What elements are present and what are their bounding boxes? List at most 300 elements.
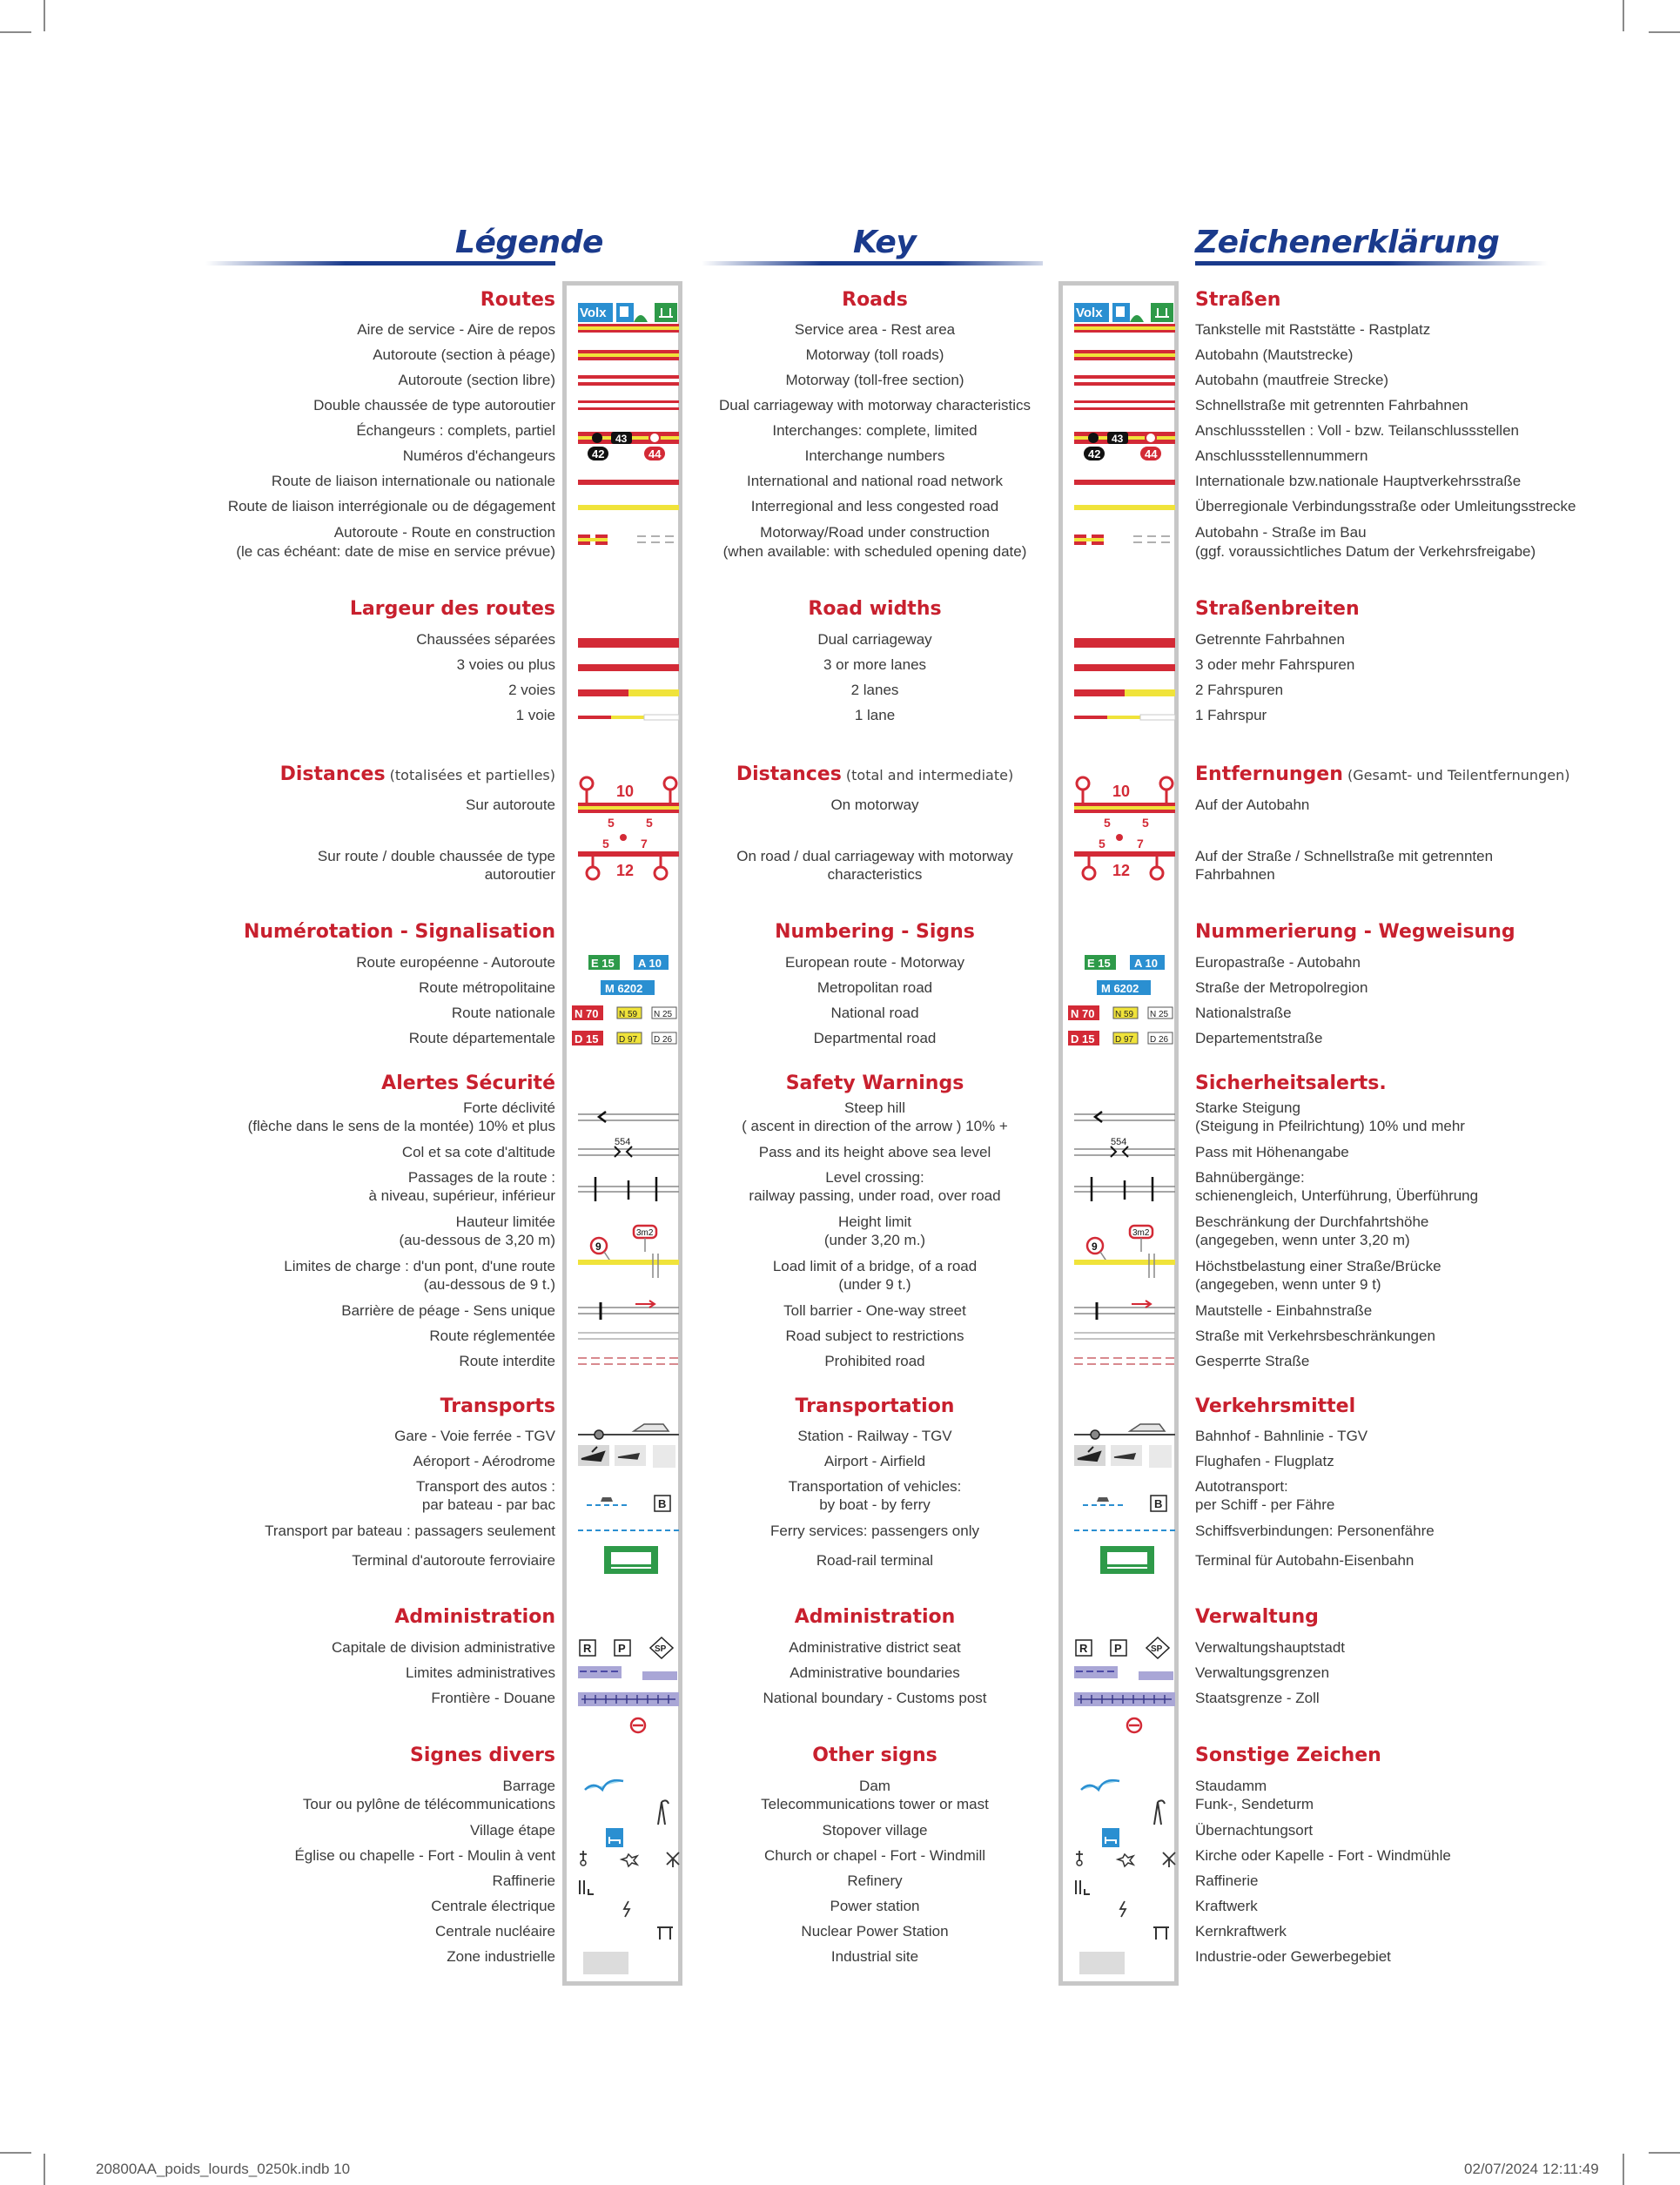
rest-area-icon [1151,303,1173,322]
legend-item-label: Ferry services: passengers only [770,1523,979,1539]
legend-item-label: Autobahn (mautfreie Strecke) [1195,372,1389,388]
international-road-symbol [578,480,679,485]
legend-item-label: (under 3,20 m.) [823,1232,926,1248]
legend-item-label: (under 9 t.) [838,1276,911,1293]
section-heading-distances [280,763,555,785]
construction-road-dashes [1133,536,1170,542]
legend-item-label: Autobahn - Straße im Bau [1195,524,1367,541]
refinery-icon [580,1880,594,1894]
distance-road-dot [1116,834,1123,841]
legend-item-label: Motorway (toll-free section) [785,372,964,388]
width-dual-symbol [1074,638,1175,648]
load-limit-value: 9 [1092,1240,1098,1253]
legend-item-label: Chaussées séparées [416,631,555,648]
airfield-icon-bg-b [1149,1445,1172,1468]
width-1lane-white [1140,715,1175,720]
ferry-b-label: B [658,1497,667,1510]
legend-item-label: Dam [859,1778,890,1794]
interchange-partial-icon [1146,433,1156,443]
distance-total-motorway: 10 [616,783,635,800]
legend-item-label: Verwaltungshauptstadt [1195,1639,1346,1656]
legend-item-label: Load limit of a bridge, of a road [772,1258,978,1274]
legend-item-label: Industrial site [830,1948,919,1965]
legend-item-label: National road [830,1005,919,1021]
distance-part-c: 5 [1099,837,1105,850]
legend-item-label: (when available: with scheduled opening date) [722,543,1027,560]
legend-item-label: (au-dessous de 3,20 m) [399,1232,555,1248]
legend-item-label: Auf der Straße / Schnellstraße mit getrennten [1195,848,1494,864]
interchange-number-a: 42 [592,447,605,461]
legend-item-label: 2 lanes [850,682,899,698]
distance-part-d: 7 [1137,837,1144,850]
admin-p-label: P [618,1642,626,1655]
section-heading-text: Verkehrsmittel [1195,1395,1356,1417]
legend-item-label: Aire de service - Aire de repos [357,321,555,338]
airfield-icon-bg-b [653,1445,675,1468]
legend-item-label: ( ascent in direction of the arrow ) 10% + [742,1118,1008,1134]
tree-icon [634,315,648,322]
legend-item-label: Capitale de division administrative [331,1639,555,1656]
power-station-icon [1120,1901,1126,1917]
width-1lane-yellow [611,716,644,719]
legend-item-label: Numéros d'échangeurs [402,447,555,464]
legend-item-label: Prohibited road [824,1353,925,1369]
title-de: Zeichenerklärung [1195,225,1500,260]
legend-item-label: Toll barrier - One-way street [783,1302,966,1319]
admin-p-label: P [1114,1642,1122,1655]
station-icon [1091,1430,1099,1439]
sign-departmental-c: D 26 [1150,1035,1169,1045]
legend-item-label: per Schiff - per Fähre [1195,1496,1335,1513]
legend-item-label: Interchanges: complete, limited [772,422,978,439]
legend-item-label: Straße der Metropolregion [1195,979,1368,996]
interchange-complete-icon [592,433,602,443]
section-heading-widths [1195,598,1360,620]
distance-marker-head-b [664,777,676,790]
telecom-tower-icon [1154,1800,1165,1825]
legend-item-label: Power station [830,1898,920,1914]
crop-mark [1623,2154,1624,2185]
legend-item-label: 2 voies [508,682,555,698]
admin-sp-label: SP [655,1644,667,1654]
service-road-yellow [578,326,679,330]
width-dual-symbol [578,638,679,648]
load-limit-bridge [1149,1254,1154,1278]
interchange-number-top: 43 [615,433,628,445]
legend-item-label: Interregional and less congested road [750,498,999,514]
sign-departmental: D 15 [575,1032,599,1045]
admin-r-label: R [583,1642,592,1655]
restricted-road-symbol [578,1333,679,1339]
sign-european: E 15 [1087,957,1111,970]
legend-item-label: Barrage [502,1778,555,1794]
legend-item-label: 1 Fahrspur [1195,707,1267,723]
legend-item-label: Staatsgrenze - Zoll [1195,1690,1320,1706]
distance-part-b: 5 [646,816,653,830]
legend-item-label: Passages de la route : [407,1169,555,1186]
level-crossing-rails [1092,1177,1152,1201]
windmill-icon [1163,1852,1175,1867]
legend-item-label: Pass mit Höhenangabe [1195,1144,1349,1160]
legend-item-label: Raffinerie [492,1872,555,1889]
legend-item-label: Frontière - Douane [431,1690,555,1706]
legend-item-label: Autobahn (Mautstrecke) [1195,346,1354,363]
one-way-arrow-icon [1132,1301,1151,1308]
title-underline-fr [205,261,555,266]
legend-item-label: Service area - Rest area [794,321,956,338]
interchange-number-b: 44 [648,447,662,461]
legend-item-label: Internationale bzw.nationale Hauptverkehrsstraße [1195,473,1522,489]
symbol-column-clone [1062,0,1175,1993]
free-motorway-white [578,379,679,382]
construction-motorway-yellow [1074,538,1104,541]
legend-item-label: Route européenne - Autoroute [356,954,555,971]
crop-mark [1649,31,1680,33]
legend-item-label: railway passing, under road, over road [749,1187,1001,1204]
section-heading-text: Transports [440,1395,555,1417]
legend-item-label: schienengleich, Unterführung, Überführung [1195,1187,1479,1204]
windmill-icon [667,1852,679,1867]
legend-item-label: Route réglementée [429,1328,555,1344]
legend-item-label: characteristics [827,866,923,883]
distance-part-d: 7 [641,837,648,850]
width-2lanes-yellow [628,689,679,696]
distance-road-head-b [655,867,667,879]
crop-mark [0,2152,31,2154]
legend-item-label: (Steigung in Pfeilrichtung) 10% und mehr [1195,1118,1465,1134]
print-slug: 20800AA_poids_lourds_0250k.indb 10 [96,2161,351,2177]
section-heading-text: Numbering - Signs [775,921,975,943]
legend-item-label: Route départementale [408,1030,555,1046]
section-heading-text: Straßen [1195,289,1281,311]
volx-label: Volx [580,306,607,320]
section-heading-text: Distances [736,763,842,785]
section-heading-numbering [1195,921,1515,943]
legend-item-label: Stopover village [822,1822,928,1839]
section-heading-text: Verwaltung [1195,1606,1319,1628]
industrial-site-icon [583,1952,628,1974]
legend-item-label: Échangeurs : complets, partiel [356,422,555,439]
legend-item-label: Limites administratives [406,1664,555,1681]
interchange-number-top: 43 [1112,433,1124,445]
industrial-site-icon [1079,1952,1125,1974]
height-limit-value: 3m2 [636,1228,654,1238]
distance-part-a: 5 [1104,816,1111,830]
sign-national-b: N 59 [1115,1010,1134,1019]
title-fr: Légende [455,225,603,260]
church-icon [580,1851,587,1861]
section-heading-note: (Gesamt- und Teilentfernungen) [1342,767,1570,783]
tree-icon [1130,315,1144,322]
admin-sp-label: SP [1151,1644,1163,1654]
pass-altitude: 554 [1111,1137,1127,1147]
legend-item-label: Raffinerie [1195,1872,1259,1889]
dual-carriageway-symbol-b [578,407,679,410]
sign-european: E 15 [591,957,615,970]
service-road-yellow [1074,326,1175,330]
section-heading-transport [440,1395,555,1417]
section-heading-text: Largeur des routes [349,598,555,620]
legend-item-label: Interchange numbers [804,447,945,464]
section-heading-text: Nummerierung - Wegweisung [1195,921,1515,943]
dual-carriageway-symbol [578,400,679,403]
legend-item-label: (angegeben, wenn unter 9 t) [1195,1276,1381,1293]
legend-item-label: Road subject to restrictions [785,1328,964,1344]
refinery-icon [1076,1880,1090,1894]
legend-item-label: Transport des autos : [415,1478,555,1495]
road-rail-terminal-inner [1107,1552,1147,1564]
legend-item-label: Anschlussstellen : Voll - bzw. Teilanschlussstellen [1195,422,1519,439]
legend-item-label: Double chaussée de type autoroutier [313,397,555,413]
legend-item-label: Motorway/Road under construction [760,524,990,541]
admin-boundary-b [1139,1671,1173,1680]
interchange-complete-icon [1088,433,1099,443]
legend-item-label: Starke Steigung [1195,1099,1300,1116]
print-timestamp: 02/07/2024 12:11:49 [1464,2161,1599,2177]
legend-item-label: Tankstelle mit Raststätte - Rastplatz [1195,321,1431,338]
legend-item-label: Fahrbahnen [1195,866,1275,883]
legend-item-label: Getrennte Fahrbahnen [1195,631,1346,648]
interregional-road-symbol [1074,505,1175,510]
section-heading-distances [679,763,1071,785]
legend-item-label: Barrière de péage - Sens unique [341,1302,555,1319]
crop-mark [44,0,45,31]
section-heading-numbering [679,921,1071,943]
legend-item-label: Route de liaison interrégionale ou de dégagement [227,498,555,514]
width-3lanes-symbol [1074,664,1175,671]
toll-motorway-yellow [1074,353,1175,357]
legend-item-label: (angegeben, wenn unter 3,20 m) [1195,1232,1410,1248]
section-heading-roads [480,289,555,311]
sign-departmental-b: D 97 [1115,1035,1134,1045]
legend-item-label: Mautstelle - Einbahnstraße [1195,1302,1373,1319]
sign-departmental: D 15 [1071,1032,1095,1045]
legend-item-label: Verwaltungsgrenzen [1195,1664,1330,1681]
legend-item-label: Route nationale [451,1005,555,1021]
legend-item-label: Industrie-oder Gewerbegebiet [1195,1948,1391,1965]
legend-item-label: Nationalstraße [1195,1005,1292,1021]
legend-item-label: Sur route / double chaussée de type [317,848,555,864]
legend-item-label: par bateau - par bac [421,1496,555,1513]
section-heading-text: Sicherheitsalerts. [1195,1072,1387,1094]
section-heading-safety [679,1072,1071,1094]
international-road-symbol [1074,480,1175,485]
section-heading-text: Roads [842,289,908,311]
prohibited-road-symbol [578,1358,679,1364]
legend-item-label: Metropolitan road [816,979,933,996]
interchange-number-b: 44 [1145,447,1158,461]
legend-item-label: Nuclear Power Station [801,1923,949,1940]
rest-area-icon [655,303,677,322]
car-ferry-boat-icon [601,1497,613,1502]
section-heading-roads [679,289,1071,311]
legend-item-label: 3 oder mehr Fahrspuren [1195,656,1355,673]
legend-symbols-svg-copy [1062,0,1175,1993]
load-limit-road [578,1260,679,1265]
nuclear-station-icon [657,1927,673,1940]
distance-marker-head-b [1160,777,1173,790]
distance-road-head-a [587,867,599,879]
legend-item-label: Station - Railway - TGV [797,1428,952,1444]
fort-icon [1118,1854,1133,1866]
symbol-column [566,0,679,1993]
section-heading-admin [394,1606,555,1628]
section-heading-safety [1195,1072,1387,1094]
section-heading-safety [381,1072,555,1094]
legend-item-label: Transportation of vehicles: [788,1478,962,1495]
section-heading-numbering [244,921,555,943]
legend-item-label: Straße mit Verkehrsbeschränkungen [1195,1328,1435,1344]
width-2lanes-red [578,689,628,696]
distance-motorway-yellow [1074,806,1175,810]
legend-item-label: Col et sa cote d'altitude [401,1144,555,1160]
legend-item-label: (le cas échéant: date de mise en service prévue) [236,543,555,560]
legend-item-label: Autoroute (section à péage) [373,346,555,363]
legend-item-label: Road-rail terminal [816,1552,934,1569]
legend-item-label: (flèche dans le sens de la montée) 10% et plus [247,1118,555,1134]
legend-item-label: by boat - by ferry [819,1496,931,1513]
legend-item-label: Pass and its height above sea level [758,1144,991,1160]
construction-motorway-yellow [578,538,608,541]
distance-road-line [578,851,679,857]
legend-item-label: Terminal für Autobahn-Eisenbahn [1195,1552,1415,1569]
distance-motorway-yellow [578,806,679,810]
legend-item-label: Autoroute - Route en construction [333,524,555,541]
legend-item-label: autoroutier [484,866,555,883]
steep-hill-road [578,1114,679,1120]
legend-item-label: Level crossing: [825,1169,924,1186]
sign-national-b: N 59 [619,1010,638,1019]
legend-item-label: Terminal d'autoroute ferroviaire [352,1552,555,1569]
legend-item-label: Höchstbelastung einer Straße/Brücke [1195,1258,1441,1274]
legend-symbols-svg [566,0,679,1993]
distance-total-road: 12 [1112,862,1131,879]
legend-item-label: Autoroute (section libre) [398,372,555,388]
section-heading-text: Administration [394,1606,555,1628]
section-heading-note: (total and intermediate) [841,767,1014,783]
legend-item-label: Gare - Voie ferrée - TGV [394,1428,555,1444]
legend-item-label: 1 lane [854,707,896,723]
interchange-number-a: 42 [1088,447,1101,461]
section-heading-transport [1195,1395,1355,1417]
section-heading-text: Sonstige Zeichen [1195,1745,1381,1766]
station-icon [595,1430,603,1439]
width-3lanes-symbol [578,664,679,671]
nuclear-station-icon [1153,1927,1169,1940]
legend-item-label: Schnellstraße mit getrennten Fahrbahnen [1195,397,1468,413]
section-heading-other [679,1745,1071,1766]
section-heading-widths [679,598,1071,620]
section-heading-note: (totalisées et partielles) [385,767,555,783]
title-underline-de [1195,261,1548,266]
legend-item-label: European route - Motorway [785,954,964,971]
legend-item-label: Übernachtungsort [1195,1822,1314,1839]
load-limit-road [1074,1260,1175,1265]
legend-item-label: Sur autoroute [465,797,555,813]
legend-item-label: Administrative district seat [789,1639,961,1656]
legend-item-label: Tour ou pylône de télécommunications [302,1796,555,1812]
legend-item-label: Kirche oder Kapelle - Fort - Windmühle [1195,1847,1451,1864]
fuel-icon-inner [620,306,628,317]
section-heading-transport [679,1395,1071,1417]
section-heading-other [410,1745,555,1766]
legend-item-label: Height limit [837,1214,912,1230]
legend-item-label: Airport - Airfield [823,1453,926,1469]
legend-item-label: Centrale nucléaire [435,1923,555,1940]
width-1lane-red [578,716,611,719]
legend-item-label: Aéroport - Aérodrome [413,1453,555,1469]
sign-national: N 70 [575,1007,599,1020]
sign-national: N 70 [1071,1007,1095,1020]
section-heading-text: Alertes Sécurité [381,1072,555,1094]
crop-mark [1649,2152,1680,2154]
legend-item-label: Anschlussstellennummern [1195,447,1368,464]
legend-item-label: 3 or more lanes [823,656,927,673]
legend-item-label: Dual carriageway with motorway characteristics [718,397,1032,413]
toll-motorway-yellow [578,353,679,357]
width-2lanes-yellow [1125,689,1175,696]
distance-road-dot [620,834,627,841]
legend-item-label: Flughafen - Flugplatz [1195,1453,1334,1469]
distance-total-road: 12 [616,862,635,879]
legend-item-label: Route interdite [459,1353,555,1369]
distance-marker-head-a [581,777,593,790]
pass-altitude: 554 [615,1137,631,1147]
legend-item-label: Route métropolitaine [419,979,555,996]
distance-marker-head-a [1077,777,1089,790]
legend-item-label: Überregionale Verbindungsstraße oder Umleitungsstrecke [1195,498,1576,514]
fuel-icon-inner [1116,306,1125,317]
crop-mark [0,31,31,33]
legend-item-label: (ggf. voraussichtliches Datum der Verkehrsfreigabe) [1195,543,1536,560]
legend-item-label: On road / dual carriageway with motorway [736,848,1013,864]
toll-road [1074,1308,1175,1314]
distance-total-motorway: 10 [1112,783,1131,800]
ferry-b-label: B [1154,1497,1163,1510]
section-heading-roads [1195,289,1280,311]
church-icon [1076,1851,1083,1861]
legend-item-label: Telecommunications tower or mast [761,1796,989,1812]
legend-item-label: Village étape [470,1822,555,1839]
legend-item-label: National boundary - Customs post [763,1690,987,1706]
distance-part-a: 5 [608,816,615,830]
legend-item-label: Auf der Autobahn [1195,797,1310,813]
legend-item-label: Dual carriageway [817,631,932,648]
height-limit-value: 3m2 [1132,1228,1150,1238]
section-heading-other [1195,1745,1381,1766]
toll-road [578,1308,679,1314]
legend-item-label: Gesperrte Straße [1195,1353,1310,1369]
sign-motorway: A 10 [638,957,662,970]
dual-carriageway-symbol [1074,400,1175,403]
title-underline-en [702,261,1043,266]
legend-item-label: Staudamm [1195,1778,1267,1794]
sign-motorway: A 10 [1134,957,1158,970]
legend-item-label: Limites de charge : d'un pont, d'une route [284,1258,555,1274]
admin-boundary-b [642,1671,677,1680]
section-heading-admin [679,1606,1071,1628]
legend-item-label: à niveau, supérieur, inférieur [368,1187,555,1204]
legend-item-label: Transport par bateau : passagers seulement [265,1523,555,1539]
legend-item-label: Motorway (toll roads) [805,346,944,363]
steep-hill-road [1074,1114,1175,1120]
section-heading-distances [1195,763,1569,785]
legend-item-label: Autotransport: [1195,1478,1288,1495]
car-ferry-boat-icon [1097,1497,1109,1502]
tgv-icon [634,1424,669,1431]
legend-item-label: Steep hill [844,1099,905,1116]
sign-metropolitan: M 6202 [605,982,643,995]
